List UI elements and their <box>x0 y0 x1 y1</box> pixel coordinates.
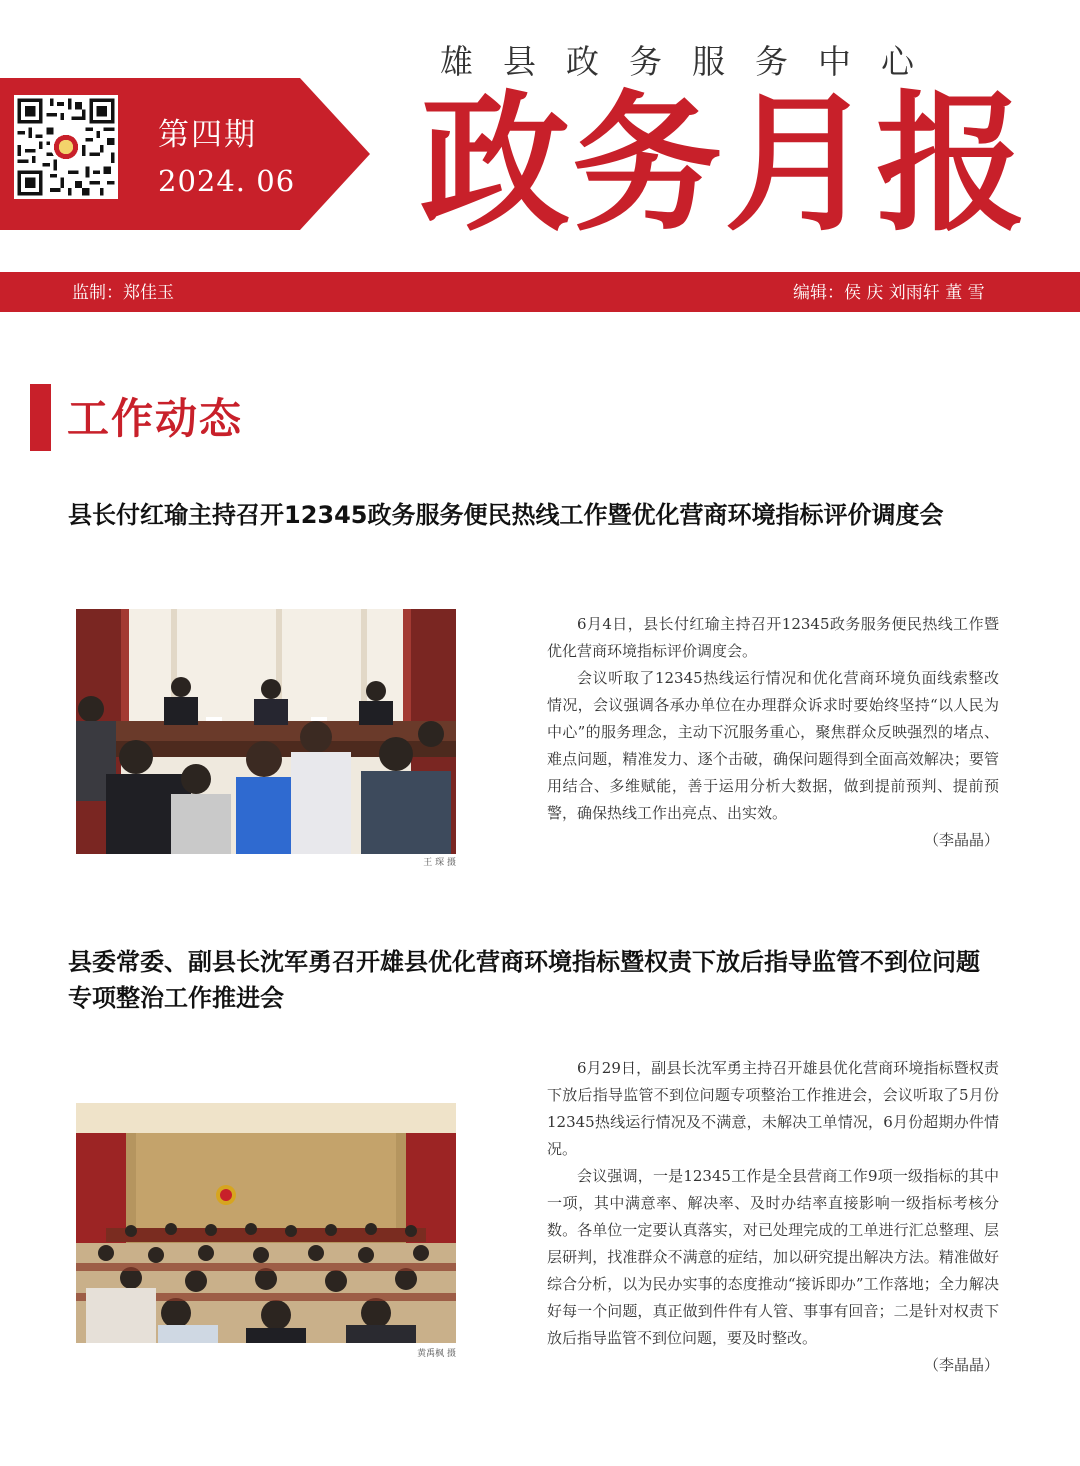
article-1-photo-credit: 王 琛 摄 <box>423 858 456 868</box>
article-2-photo <box>76 1103 456 1343</box>
article-2-paragraph: 会议强调，一是12345工作是全县营商工作9项一级指标的其中一项，其中满意率、解决率、及时办结率直接影响一级指标考核分数。各单位一定要认真落实，对已处理完成的工单进行汇总整理、层层研判，找准群众不满意的症结，加以研究提出解决方法。精准做好综合分析，以为民办实事的态度推动“接诉即办”工作落地；全力解决好每一个问题，真正做到件件有人管、事事有回音；二是针对权责下放后指导监管不到位问题，要及时整改。 <box>547 1167 999 1347</box>
article-1-paragraph: 6月4日，县长付红瑜主持召开12345政务服务便民热线工作暨优化营商环境指标评价调度会。 <box>547 615 999 660</box>
supervisor-credit: 监制：郑佳玉 <box>72 283 174 303</box>
qr-code <box>14 95 118 199</box>
article-2-photo-credit: 黄禹枫 摄 <box>417 1349 456 1359</box>
article-1-photo <box>76 609 456 854</box>
section-marker <box>30 384 51 451</box>
article-2-author: （李晶晶） <box>923 1356 999 1374</box>
issue-date: 2024. 06 <box>158 164 296 198</box>
article-2-paragraph: 6月29日，副县长沈军勇主持召开雄县优化营商环境指标暨权责下放后指导监管不到位问题专项整治工作推进会，会议听取了5月份12345热线运行情况及不满意，未解决工单情况，6月份超期办件情况。 <box>547 1059 999 1158</box>
article-1-paragraph: 会议听取了12345热线运行情况和优化营商环境负面线索整改情况，会议强调各承办单位在办理群众诉求时要始终坚持“以人民为中心”的服务理念，主动下沉服务重心，聚焦群众反映强烈的堵点、难点问题，精准发力、逐个击破，确保问题得到全面高效解决；要管用结合、多维赋能，善于运用分析大数据，做到提前预判、提前预警，确保热线工作出亮点、出实效。 <box>547 669 999 822</box>
article-2-title: 县委常委、副县长沈军勇召开雄县优化营商环境指标暨权责下放后指导监管不到位问题专项整治工作推进会 <box>68 948 980 1012</box>
article-2-body <box>547 1055 999 1379</box>
article-1-title: 县长付红瑜主持召开12345政务服务便民热线工作暨优化营商环境指标评价调度会 <box>68 501 944 529</box>
article-1-body <box>547 611 999 854</box>
organization-name: 雄县政务服务中心 <box>440 42 944 81</box>
section-title: 工作动态 <box>67 394 244 443</box>
issue-number: 第四期 <box>158 117 257 153</box>
editors-credit: 编辑：侯 庆 刘雨轩 董 雪 <box>793 283 985 303</box>
article-1-author: （李晶晶） <box>923 831 999 849</box>
masthead-title: 政务月报 <box>420 78 1029 252</box>
